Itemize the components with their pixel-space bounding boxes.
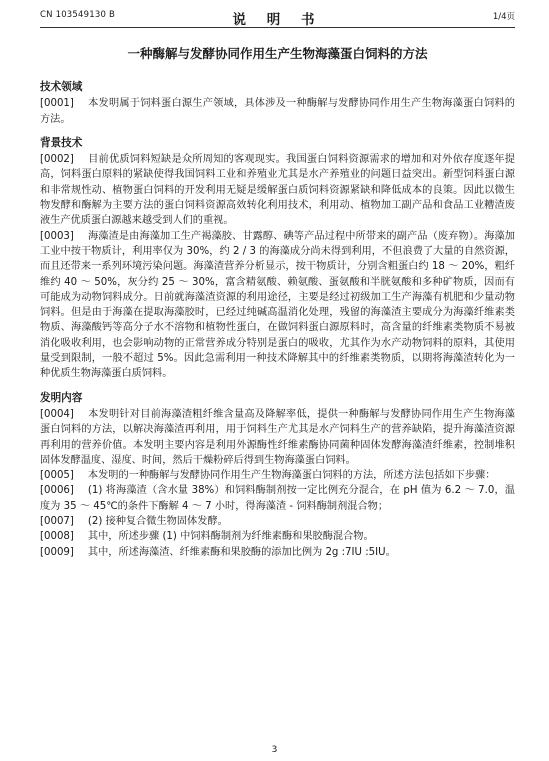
section-heading: 技术领域 [40,81,83,93]
page-number: 3 [271,745,278,755]
paragraph-text: (2) 接种复合微生物固体发酵。 [87,516,228,528]
paragraph-number: [0006] [40,485,74,497]
section-heading: 背景技术 [40,136,83,149]
paragraph [40,96,515,127]
paragraph [40,529,515,544]
paragraph-text: 其中，所述海藻渣、纤维素酶和果胶酶的添加比例为 2g :7IU :5IU。 [87,546,396,558]
paragraph-number: [0007] [40,516,74,528]
paragraph-number: [0008] [40,531,74,543]
section-heading: 发明内容 [40,391,83,404]
paragraph-text: (1) 将海藻渣（含水量 38%）和饲料酶制剂按一定比例充分混合，在 pH 值为 6.2 ～ 7.0，温度为 35 ～ 45℃的条件下酶解 4 ～ 7 小时，得海藻渣 - 饲料酶制剂混合物； [40,485,515,512]
paragraph-text: 海藻渣是由海藻加工生产褐藻胶、甘露醇、碘等产品过程中所带来的副产品（废弃物）。海藻加工业中按干物质计，利用率仅为 30%，约 2 / 3 的海藻成分尚未得到利用，不但浪费了大量的自然资源，而且还带来一系列环境污染问题。海藻渣营养分析显示，按干物质计，分别含粗蛋白约 18 ～ 20%，粗纤维约 40 ～ 50%，灰分约 25 ～ 30%，富含精氨酸、赖氨酸、蛋氨酸和半胱氨酸和多种矿物质，因而有可能成为动物饲料成分。日前就海藻渣资源的利用途径，主要是经过初级加工生产海藻有机肥和少量动物饲料。但是由于海藻在提取海藻胶时，已经过纯碱高温消化处理，残留的海藻渣主要成分为海藻纤维素类物质、海藻酸钙等高分子水不溶物和植物性蛋白，在做饲料蛋白源原料时，高含量的纤维素类物质不易被消化吸收利用，也会影响动物的正常营养成分特别是蛋白的吸收，尤其作为水产动物饲料的原料，其使用量受到限制，一般不超过 5%。因此急需利用一种技术降解其中的纤维素类物质，以期将海藻渣转化为一种优质生物海藻蛋白质饲料。 [40,230,515,380]
paragraph-text: 目前优质饲料短缺是众所周知的客观现实。我国蛋白饲料资源需求的增加和对外依存度逐年提高，饲料蛋白原料的紧缺使得我国饲料工业和养殖业尤其是水产养殖业的问题日益突出。新型饲料蛋白源和非常规性动、植物蛋白饲料的开发利用无疑是缓解蛋白质饲料资源紧缺和降低成本的良策。因此以微生物发酵和酶解为主要方法的蛋白饲料资源高效转化利用技术，利用动、植物加工副产品和食品工业糟渣废液生产优质蛋白源越来越受到人们的重视。 [40,154,515,227]
paragraph [40,468,515,483]
paragraph [40,545,515,560]
paragraph [40,407,515,468]
paragraph [40,514,515,529]
page-indicator: 1/4页 [492,12,515,22]
document-title: 一种酶解与发酵协同作用生产生物海藻蛋白饲料的方法 [127,46,428,61]
page-header [40,8,515,26]
paragraph-text: 其中，所述步骤 (1) 中饲料酶制剂为纤维素酶和果胶酶混合物。 [87,531,374,543]
document-type: 说 明 书 [232,12,323,28]
paragraph-number: [0009] [40,546,74,558]
paragraph-text: 本发明属于饲料蛋白源生产领域，具体涉及一种酶解与发酵协同作用生产生物海藻蛋白饲料的方法。 [40,98,515,125]
paragraph [40,152,515,228]
paragraph [40,229,515,382]
paragraph [40,483,515,514]
paragraph-number: [0001] [40,98,74,110]
paragraph-text: 本发明针对目前海藻渣粗纤维含量高及降解率低，提供一种酶解与发酵协同作用生产生物海藻蛋白饲料的方法，以解决海藻渣再利用，用于饲料生产尤其是水产饲料生产的营养缺陷，提升海藻渣资源再利用的营养价值。本发明主要内容是利用外源酶性纤维素酶协同菌种固体发酵海藻渣纤维素，控制堆积固体发酵温度、湿度、时间，然后干燥粉碎后得到生物海藻蛋白饲料。 [40,408,515,466]
patent-number: CN 103549130 B [40,10,116,20]
header-rule [40,27,515,28]
document-body [40,74,515,560]
paragraph-number: [0002] [40,154,74,166]
paragraph-number: [0003] [40,230,74,242]
paragraph-text: 本发明的一种酶解与发酵协同作用生产生物海藻蛋白饲料的方法，所述方法包括如下步骤： [87,470,496,482]
paragraph-number: [0004] [40,408,74,420]
paragraph-number: [0005] [40,470,74,482]
